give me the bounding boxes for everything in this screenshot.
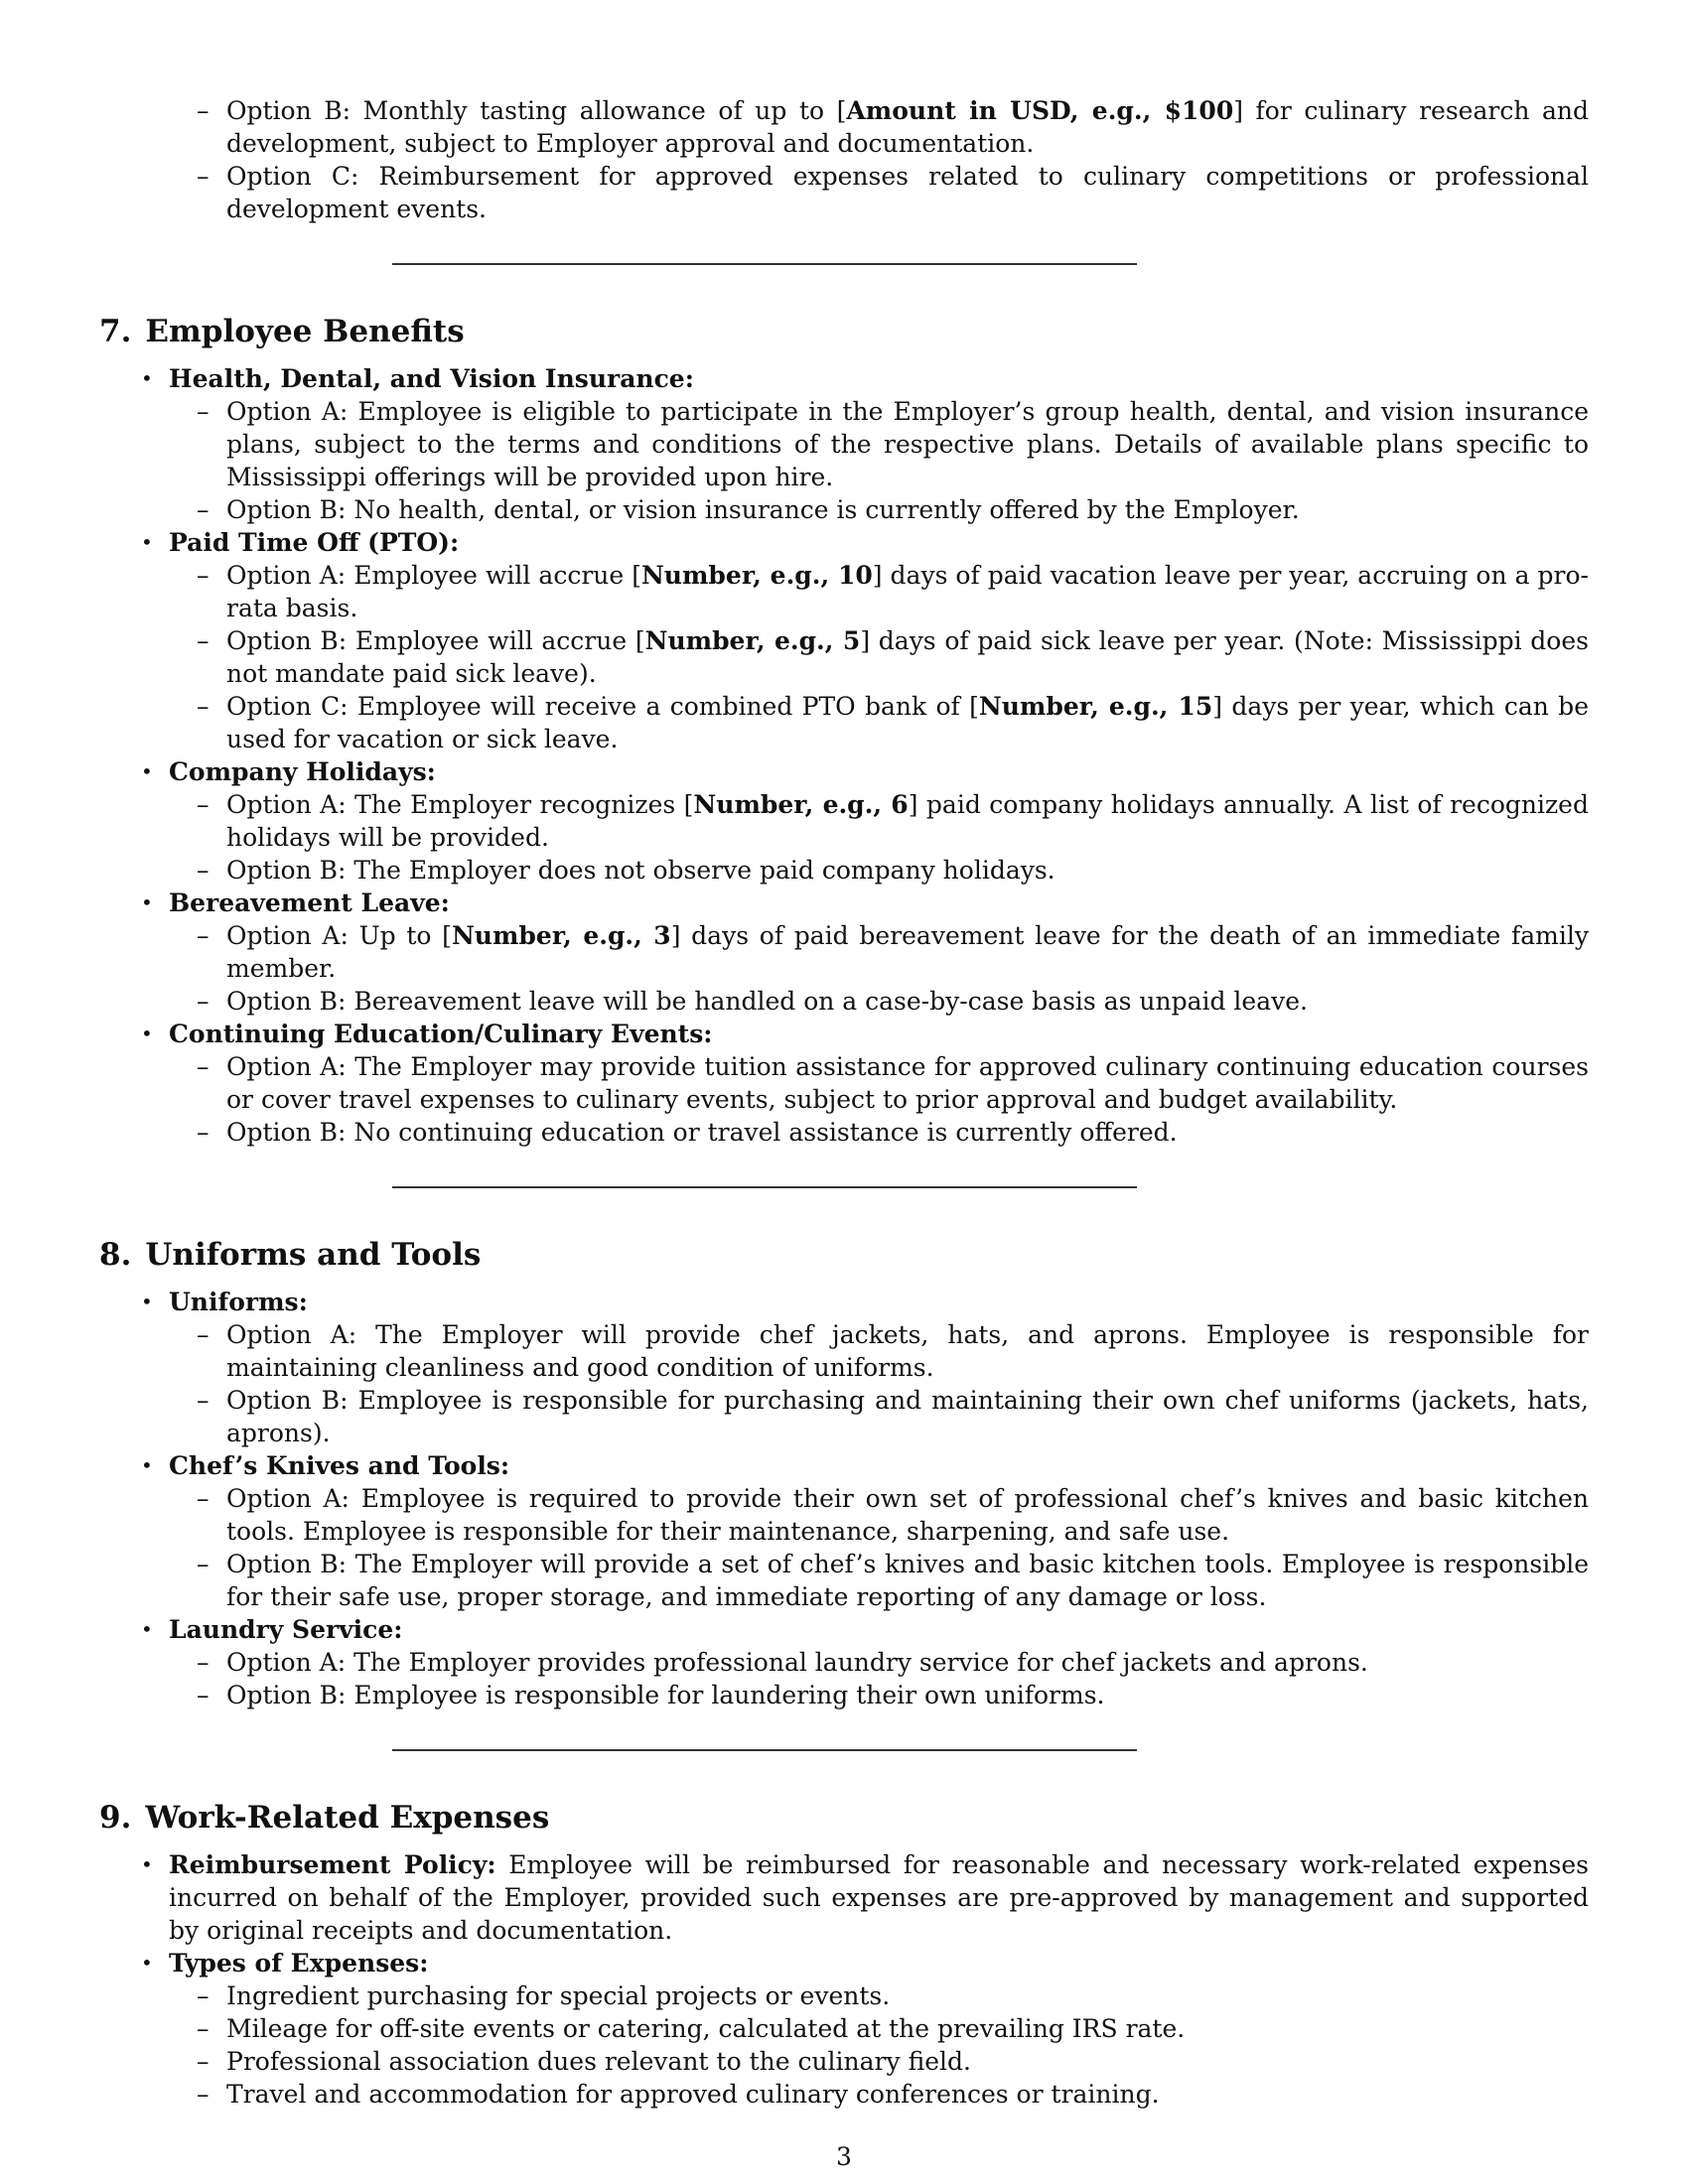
section-heading-7 xyxy=(99,313,1589,350)
expense-item xyxy=(197,2078,1589,2111)
option-text: Option A: The Employer may provide tuition assistance for approved culinary continuing education courses or cover travel expenses to culinary events, subject to prior approval and budget availability. xyxy=(226,1052,1589,1114)
section-8-list xyxy=(99,1286,1589,1711)
bullet-heading: Bereavement Leave: xyxy=(169,888,450,917)
option-b xyxy=(197,493,1589,526)
option-text: Option B: Employee is responsible for purchasing and maintaining their own chef uniforms (jackets, hats, aprons). xyxy=(226,1386,1589,1447)
expense-text: Mileage for off-site events or catering, calculated at the prevailing IRS rate. xyxy=(226,2014,1186,2043)
option-b xyxy=(197,624,1589,690)
bullet-types-of-expenses xyxy=(141,1947,1589,2111)
dash-marker: – xyxy=(197,397,210,426)
option-placeholder: Amount in USD, e.g., $100 xyxy=(846,96,1234,125)
bullet-reimbursement-policy xyxy=(141,1848,1590,1947)
option-text-tail: ] days per year, which can be used for vacation or sick leave. xyxy=(226,692,1589,753)
intro-option-b xyxy=(197,94,1590,160)
bullet-marker: • xyxy=(141,1290,153,1313)
option-text: Option A: Employee is eligible to participate in the Employer’s group health, dental, and vision insurance plans, subject to the terms and conditions of the respective plans. Details of available plans specific to Mississippi offerings will be provided upon hire. xyxy=(226,397,1589,491)
option-text: Option A: The Employer provides professional laundry service for chef jackets and aprons. xyxy=(226,1648,1368,1677)
option-b xyxy=(197,1384,1589,1449)
dash-marker: – xyxy=(197,1648,210,1677)
section-divider xyxy=(392,263,1137,265)
option-a xyxy=(197,788,1589,854)
intro-option-c xyxy=(197,160,1589,225)
option-text: Option B: The Employer does not observe paid company holidays. xyxy=(226,856,1055,885)
bullet-text: Employee will be reimbursed for reasonable and necessary work-related expenses incurred on behalf of the Employer, provided such expenses are pre-approved by management and supported by original receipts and documentation. xyxy=(169,1850,1590,1945)
expense-item xyxy=(197,2012,1589,2045)
expense-item xyxy=(197,2045,1589,2078)
bullet-health-insurance xyxy=(141,362,1589,526)
option-text: Option B: Employee is responsible for laundering their own uniforms. xyxy=(226,1681,1105,1709)
option-text: Option B: Bereavement leave will be handled on a case-by-case basis as unpaid leave. xyxy=(226,987,1308,1016)
option-a xyxy=(197,1646,1589,1679)
expense-item xyxy=(197,1979,1589,2012)
section-number: 8. xyxy=(99,1237,132,1273)
bullet-bereavement-leave xyxy=(141,887,1589,1018)
bullet-company-holidays xyxy=(141,755,1589,887)
dash-marker: – xyxy=(197,856,210,885)
dash-marker: – xyxy=(197,921,210,950)
dash-marker: – xyxy=(197,2047,210,2076)
section-title: Uniforms and Tools xyxy=(145,1237,482,1273)
option-text: Option A: The Employer will provide chef jackets, hats, and aprons. Employee is responsible for maintaining cleanliness and good condition of uniforms. xyxy=(226,1320,1589,1382)
dash-marker: – xyxy=(197,1681,210,1709)
option-b xyxy=(197,1679,1589,1711)
bullet-heading: Continuing Education/Culinary Events: xyxy=(169,1020,713,1048)
dash-marker: – xyxy=(197,1386,210,1415)
dash-marker: – xyxy=(197,1484,210,1513)
expense-text: Travel and accommodation for approved culinary conferences or training. xyxy=(226,2080,1160,2109)
section-number: 7. xyxy=(99,314,132,349)
option-placeholder: Number, e.g., 5 xyxy=(644,626,861,655)
option-a xyxy=(197,1482,1589,1548)
bullet-heading: Paid Time Off (PTO): xyxy=(169,528,460,557)
option-b xyxy=(197,854,1589,887)
option-placeholder: Number, e.g., 3 xyxy=(451,921,671,950)
dash-marker: – xyxy=(197,495,210,524)
option-text: Option B: The Employer will provide a set of chef’s knives and basic kitchen tools. Employee is responsible for their safe use, proper storage, and immediate reporting of any damage or loss. xyxy=(226,1550,1589,1611)
bullet-uniforms xyxy=(141,1286,1589,1449)
dash-marker: – xyxy=(197,987,210,1016)
bullet-marker: • xyxy=(141,1951,153,1975)
option-text: Option B: Employee will accrue [ xyxy=(226,626,645,655)
option-text-tail: ] paid company holidays annually. A list of recognized holidays will be provided. xyxy=(226,790,1589,852)
bullet-heading: Types of Expenses: xyxy=(169,1949,429,1978)
section-divider xyxy=(392,1186,1137,1188)
dash-marker: – xyxy=(197,2080,210,2109)
bullet-heading: Laundry Service: xyxy=(169,1615,403,1644)
bullet-heading: Chef’s Knives and Tools: xyxy=(169,1451,510,1480)
option-text: Option B: No continuing education or travel assistance is currently offered. xyxy=(226,1118,1178,1147)
section-heading-8 xyxy=(99,1236,1589,1274)
bullet-marker: • xyxy=(141,1453,153,1477)
dash-marker: – xyxy=(197,162,210,191)
dash-marker: – xyxy=(197,1052,210,1081)
document-page xyxy=(99,94,1589,2111)
option-text-tail: ] days of paid sick leave per year. (Note: Mississippi does not mandate paid sick leave). xyxy=(226,626,1589,688)
option-text: Option B: No health, dental, or vision insurance is currently offered by the Employer. xyxy=(226,495,1300,524)
bullet-marker: • xyxy=(141,1617,153,1641)
option-text: Option B: Monthly tasting allowance of up to [ xyxy=(226,96,847,125)
dash-marker: – xyxy=(197,692,210,721)
page-number: 3 xyxy=(836,2142,852,2171)
option-text-tail: ] days of paid bereavement leave for the death of an immediate family member. xyxy=(226,921,1589,983)
bullet-marker: • xyxy=(141,890,153,914)
option-a xyxy=(197,395,1589,493)
section-number: 9. xyxy=(99,1800,132,1836)
intro-options-list xyxy=(99,94,1589,225)
option-text: Option A: Employee is required to provide their own set of professional chef’s knives and basic kitchen tools. Employee is responsible for their maintenance, sharpening, and safe use. xyxy=(226,1484,1589,1546)
section-divider xyxy=(392,1749,1137,1751)
option-text: Option C: Reimbursement for approved expenses related to culinary competitions or professional development events. xyxy=(226,162,1589,223)
dash-marker: – xyxy=(197,1320,210,1349)
section-heading-9 xyxy=(99,1799,1589,1837)
option-placeholder: Number, e.g., 10 xyxy=(640,561,873,590)
expense-text: Ingredient purchasing for special projects or events. xyxy=(226,1981,891,2010)
option-b xyxy=(197,1548,1589,1613)
option-text: Option A: Up to [ xyxy=(226,921,452,950)
section-title: Work-Related Expenses xyxy=(145,1800,550,1836)
dash-marker: – xyxy=(197,2014,210,2043)
option-text-tail: ] for culinary research and development, subject to Employer approval and documentation. xyxy=(226,96,1590,158)
bullet-laundry-service xyxy=(141,1613,1589,1711)
dash-marker: – xyxy=(197,96,210,125)
option-c xyxy=(197,690,1589,755)
dash-marker: – xyxy=(197,1550,210,1578)
dash-marker: – xyxy=(197,1118,210,1147)
option-a xyxy=(197,1050,1589,1116)
option-a xyxy=(197,1318,1589,1384)
expense-text: Professional association dues relevant to the culinary field. xyxy=(226,2047,971,2076)
option-b xyxy=(197,1116,1589,1149)
bullet-marker: • xyxy=(141,366,153,390)
section-7-list xyxy=(99,362,1589,1149)
bullet-marker: • xyxy=(141,530,153,554)
bullet-marker: • xyxy=(141,1852,153,1876)
option-text: Option A: The Employer recognizes [ xyxy=(226,790,694,819)
option-text: Option A: Employee will accrue [ xyxy=(226,561,641,590)
bullet-continuing-education xyxy=(141,1018,1589,1149)
option-a xyxy=(197,559,1589,624)
bullet-heading: Reimbursement Policy: xyxy=(169,1850,496,1879)
dash-marker: – xyxy=(197,790,210,819)
dash-marker: – xyxy=(197,626,210,655)
dash-marker: – xyxy=(197,1981,210,2010)
option-placeholder: Number, e.g., 6 xyxy=(693,790,909,819)
bullet-heading: Company Holidays: xyxy=(169,757,436,786)
bullet-chef-knives xyxy=(141,1449,1589,1613)
dash-marker: – xyxy=(197,561,210,590)
option-text-tail: ] days of paid vacation leave per year, accruing on a pro-rata basis. xyxy=(226,561,1589,622)
bullet-marker: • xyxy=(141,759,153,783)
option-a xyxy=(197,919,1589,985)
bullet-marker: • xyxy=(141,1022,153,1045)
section-title: Employee Benefits xyxy=(145,314,465,349)
section-9-list xyxy=(99,1848,1589,2111)
bullet-heading: Uniforms: xyxy=(169,1288,308,1316)
option-text: Option C: Employee will receive a combined PTO bank of [ xyxy=(226,692,979,721)
bullet-heading: Health, Dental, and Vision Insurance: xyxy=(169,364,694,393)
bullet-pto xyxy=(141,526,1589,755)
option-b xyxy=(197,985,1589,1018)
option-placeholder: Number, e.g., 15 xyxy=(978,692,1213,721)
